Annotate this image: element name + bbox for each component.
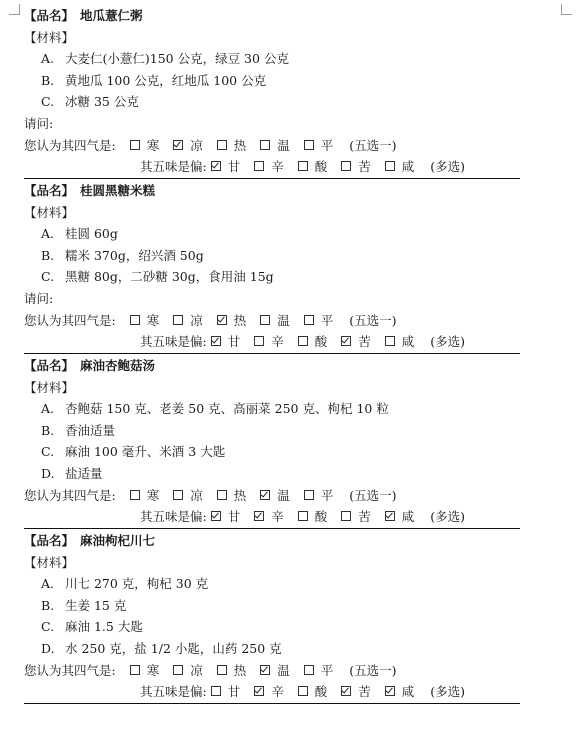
four-qi-option-label: 平 bbox=[320, 312, 334, 328]
five-flavors-option-label: 苦 bbox=[358, 334, 371, 350]
section-divider bbox=[24, 353, 520, 354]
four-qi-option[interactable] bbox=[130, 138, 160, 154]
four-qi-prompt: 您认为其四气是: bbox=[24, 662, 116, 678]
five-flavors-option[interactable] bbox=[385, 159, 415, 175]
five-flavors-option[interactable] bbox=[211, 159, 241, 175]
ingredient-text: 冰糖 35 公克 bbox=[65, 94, 139, 110]
four-qi-option[interactable] bbox=[130, 313, 160, 329]
four-qi-option-label: 平 bbox=[320, 662, 334, 678]
five-flavors-option[interactable] bbox=[341, 159, 371, 175]
ingredient-text: 杏鲍菇 150 克、老姜 50 克、高丽菜 250 克、枸杞 10 粒 bbox=[65, 401, 389, 417]
ingredient-letter: A. bbox=[41, 576, 55, 592]
checked-box-icon[interactable] bbox=[211, 161, 221, 171]
five-flavors-option[interactable] bbox=[211, 509, 241, 525]
checkbox-icon[interactable] bbox=[304, 140, 314, 150]
section-divider bbox=[24, 178, 520, 179]
five-flavors-option[interactable] bbox=[254, 509, 284, 525]
question-label bbox=[24, 291, 53, 309]
product-name-label: 【品名】 bbox=[24, 358, 75, 373]
four-qi-note: (五选一) bbox=[349, 662, 397, 678]
checked-box-icon[interactable] bbox=[211, 511, 221, 521]
checked-box-icon[interactable] bbox=[211, 336, 221, 346]
checkbox-icon[interactable] bbox=[385, 161, 395, 171]
ingredient-text: 麻油 1.5 大匙 bbox=[65, 619, 143, 635]
four-qi-question bbox=[24, 663, 397, 681]
four-qi-option-label: 寒 bbox=[146, 137, 160, 153]
checkbox-icon[interactable] bbox=[130, 140, 140, 150]
materials-label-text: 【材料】 bbox=[24, 204, 75, 220]
product-name: 麻油杏鲍菇汤 bbox=[80, 358, 156, 373]
five-flavors-option-label: 甘 bbox=[227, 684, 241, 700]
checkbox-icon[interactable] bbox=[173, 665, 183, 675]
checkbox-icon[interactable] bbox=[298, 511, 308, 521]
checked-box-icon[interactable] bbox=[385, 686, 395, 696]
recipe-title bbox=[24, 183, 155, 201]
ingredient-line bbox=[41, 576, 208, 594]
ingredient-letter: C. bbox=[41, 619, 55, 635]
product-name: 地瓜薏仁粥 bbox=[80, 8, 143, 23]
ingredient-letter: B. bbox=[41, 72, 55, 88]
ingredient-line bbox=[41, 598, 126, 616]
ingredient-line bbox=[41, 269, 274, 287]
ingredient-letter: D. bbox=[41, 641, 55, 656]
five-flavors-question bbox=[140, 509, 465, 527]
checked-box-icon[interactable] bbox=[217, 315, 227, 325]
page-corner-mark-left bbox=[9, 4, 20, 15]
ingredient-line bbox=[41, 444, 225, 462]
recipe-title bbox=[24, 533, 155, 551]
materials-label bbox=[24, 380, 74, 398]
ingredient-text: 麻油 100 毫升、米酒 3 大匙 bbox=[65, 444, 226, 460]
five-flavors-option[interactable] bbox=[341, 334, 371, 350]
checked-box-icon[interactable] bbox=[341, 336, 351, 346]
five-flavors-prompt: 其五味是偏: bbox=[140, 684, 207, 700]
checked-box-icon[interactable] bbox=[254, 686, 264, 696]
checkbox-icon[interactable] bbox=[217, 490, 227, 500]
product-name: 桂圆黑糖米糕 bbox=[80, 183, 156, 198]
materials-label-text: 【材料】 bbox=[24, 379, 75, 395]
four-qi-question bbox=[24, 138, 397, 156]
four-qi-option[interactable] bbox=[217, 488, 247, 504]
ingredient-line bbox=[41, 401, 389, 419]
five-flavors-option-label: 咸 bbox=[401, 684, 415, 700]
four-qi-prompt: 您认为其四气是: bbox=[24, 487, 116, 503]
checkbox-icon[interactable] bbox=[254, 161, 264, 171]
five-flavors-option-label: 酸 bbox=[314, 159, 328, 175]
five-flavors-option-label: 甘 bbox=[227, 159, 241, 175]
four-qi-option-label: 寒 bbox=[146, 487, 160, 503]
five-flavors-option-label: 咸 bbox=[401, 159, 415, 175]
checked-box-icon[interactable] bbox=[254, 511, 264, 521]
four-qi-option[interactable] bbox=[173, 663, 203, 679]
materials-label-text: 【材料】 bbox=[24, 29, 75, 45]
four-qi-option-label: 平 bbox=[320, 487, 334, 503]
five-flavors-option[interactable] bbox=[385, 334, 415, 350]
checkbox-icon[interactable] bbox=[341, 511, 351, 521]
five-flavors-note: (多选) bbox=[430, 159, 466, 175]
checkbox-icon[interactable] bbox=[130, 315, 140, 325]
checkbox-icon[interactable] bbox=[298, 686, 308, 696]
product-name-label: 【品名】 bbox=[24, 8, 75, 23]
ingredient-line bbox=[41, 466, 103, 484]
four-qi-option[interactable] bbox=[260, 313, 290, 329]
five-flavors-option-label: 辛 bbox=[271, 334, 284, 350]
five-flavors-option[interactable] bbox=[341, 684, 371, 700]
five-flavors-option-label: 甘 bbox=[227, 334, 241, 350]
checkbox-icon[interactable] bbox=[173, 490, 183, 500]
checkbox-icon[interactable] bbox=[173, 315, 183, 325]
ingredient-line bbox=[41, 226, 118, 244]
four-qi-option[interactable] bbox=[173, 313, 203, 329]
four-qi-option-label: 凉 bbox=[190, 312, 203, 328]
checked-box-icon[interactable] bbox=[260, 665, 270, 675]
ingredient-text: 川七 270 克，枸杞 30 克 bbox=[65, 576, 209, 592]
five-flavors-question bbox=[140, 334, 465, 352]
product-name-label: 【品名】 bbox=[24, 533, 75, 548]
four-qi-option-label: 平 bbox=[320, 137, 334, 153]
materials-label bbox=[24, 205, 74, 223]
five-flavors-option[interactable] bbox=[298, 684, 328, 700]
five-flavors-option[interactable] bbox=[254, 159, 284, 175]
checked-box-icon[interactable] bbox=[385, 511, 395, 521]
ingredient-letter: B. bbox=[41, 597, 55, 613]
five-flavors-option-label: 辛 bbox=[271, 509, 284, 525]
ingredient-letter: B. bbox=[41, 247, 55, 263]
ingredient-letter: C. bbox=[41, 94, 55, 110]
five-flavors-prompt: 其五味是偏: bbox=[140, 159, 207, 175]
four-qi-option-label: 寒 bbox=[146, 662, 160, 678]
ingredient-letter: C. bbox=[41, 444, 55, 460]
four-qi-option-label: 凉 bbox=[190, 137, 203, 153]
checkbox-icon[interactable] bbox=[298, 161, 308, 171]
four-qi-note: (五选一) bbox=[349, 487, 397, 503]
checked-box-icon[interactable] bbox=[341, 686, 351, 696]
checkbox-icon[interactable] bbox=[385, 336, 395, 346]
five-flavors-question bbox=[140, 159, 465, 177]
five-flavors-option[interactable] bbox=[298, 334, 328, 350]
four-qi-option-label: 热 bbox=[233, 312, 247, 328]
four-qi-option-label: 热 bbox=[233, 487, 247, 503]
five-flavors-option[interactable] bbox=[254, 334, 284, 350]
five-flavors-option-label: 酸 bbox=[314, 509, 328, 525]
five-flavors-option-label: 苦 bbox=[358, 509, 371, 525]
ingredient-text: 香油适量 bbox=[65, 422, 116, 438]
four-qi-prompt: 您认为其四气是: bbox=[24, 137, 116, 153]
checked-box-icon[interactable] bbox=[260, 490, 270, 500]
four-qi-option-label: 温 bbox=[277, 312, 290, 328]
four-qi-option[interactable] bbox=[217, 663, 247, 679]
checkbox-icon[interactable] bbox=[341, 161, 351, 171]
ingredient-letter: D. bbox=[41, 466, 55, 481]
ingredient-line bbox=[41, 248, 204, 266]
ingredient-line bbox=[41, 94, 139, 112]
ingredient-line bbox=[41, 423, 115, 441]
four-qi-option-label: 温 bbox=[277, 662, 290, 678]
ingredient-text: 糯米 370g，绍兴酒 50g bbox=[65, 247, 204, 263]
ingredient-letter: A. bbox=[41, 226, 55, 242]
five-flavors-option-label: 辛 bbox=[271, 159, 284, 175]
checkbox-icon[interactable] bbox=[304, 315, 314, 325]
ingredient-text: 黑糖 80g，二砂糖 30g，食用油 15g bbox=[65, 269, 274, 285]
checkbox-icon[interactable] bbox=[217, 140, 227, 150]
recipe-title bbox=[24, 358, 155, 376]
five-flavors-option-label: 咸 bbox=[401, 334, 415, 350]
five-flavors-option[interactable] bbox=[341, 509, 371, 525]
ingredient-text: 大麦仁(小薏仁)150 公克，绿豆 30 公克 bbox=[65, 51, 289, 67]
ingredient-letter: C. bbox=[41, 269, 55, 285]
four-qi-option[interactable] bbox=[304, 138, 334, 154]
checkbox-icon[interactable] bbox=[211, 686, 221, 696]
five-flavors-option[interactable] bbox=[385, 509, 415, 525]
four-qi-option[interactable] bbox=[304, 313, 334, 329]
checkbox-icon[interactable] bbox=[304, 490, 314, 500]
five-flavors-note: (多选) bbox=[430, 334, 466, 350]
question-label bbox=[24, 116, 53, 134]
question-label-text: 请问: bbox=[24, 116, 54, 131]
four-qi-option-label: 热 bbox=[233, 137, 247, 153]
five-flavors-option[interactable] bbox=[211, 334, 241, 350]
four-qi-option-label: 温 bbox=[277, 487, 290, 503]
ingredient-line bbox=[41, 619, 143, 637]
five-flavors-option-label: 辛 bbox=[271, 684, 284, 700]
four-qi-option-label: 热 bbox=[233, 662, 247, 678]
five-flavors-option-label: 甘 bbox=[227, 509, 241, 525]
four-qi-option[interactable] bbox=[304, 663, 334, 679]
materials-label bbox=[24, 555, 74, 573]
checkbox-icon[interactable] bbox=[130, 490, 140, 500]
four-qi-option[interactable] bbox=[217, 138, 247, 154]
five-flavors-option[interactable] bbox=[298, 509, 328, 525]
four-qi-option[interactable] bbox=[217, 313, 247, 329]
ingredient-text: 盐适量 bbox=[65, 466, 103, 481]
five-flavors-prompt: 其五味是偏: bbox=[140, 334, 207, 350]
five-flavors-option[interactable] bbox=[298, 159, 328, 175]
four-qi-option-label: 温 bbox=[277, 137, 290, 153]
product-name: 麻油枸杞川七 bbox=[80, 533, 156, 548]
five-flavors-option[interactable] bbox=[254, 684, 284, 700]
ingredient-line bbox=[41, 641, 282, 659]
ingredient-text: 桂圆 60g bbox=[65, 226, 118, 242]
ingredient-line bbox=[41, 73, 266, 91]
checkbox-icon[interactable] bbox=[260, 140, 270, 150]
five-flavors-note: (多选) bbox=[430, 509, 466, 525]
product-name-label: 【品名】 bbox=[24, 183, 75, 198]
five-flavors-option-label: 苦 bbox=[358, 159, 371, 175]
recipe-title bbox=[24, 8, 143, 26]
five-flavors-option-label: 酸 bbox=[314, 684, 328, 700]
four-qi-prompt: 您认为其四气是: bbox=[24, 312, 116, 328]
four-qi-option[interactable] bbox=[130, 488, 160, 504]
four-qi-question bbox=[24, 488, 397, 506]
four-qi-option[interactable] bbox=[260, 488, 290, 504]
four-qi-option-label: 凉 bbox=[190, 662, 203, 678]
five-flavors-option[interactable] bbox=[385, 684, 415, 700]
five-flavors-prompt: 其五味是偏: bbox=[140, 509, 207, 525]
materials-label bbox=[24, 30, 74, 48]
section-divider bbox=[24, 703, 520, 704]
ingredient-line bbox=[41, 51, 289, 69]
checkbox-icon[interactable] bbox=[254, 336, 264, 346]
four-qi-option[interactable] bbox=[304, 488, 334, 504]
ingredient-text: 生姜 15 克 bbox=[65, 597, 127, 613]
ingredient-letter: A. bbox=[41, 51, 55, 67]
four-qi-option-label: 凉 bbox=[190, 487, 203, 503]
five-flavors-option-label: 苦 bbox=[358, 684, 371, 700]
four-qi-option[interactable] bbox=[130, 663, 160, 679]
five-flavors-option[interactable] bbox=[211, 684, 241, 700]
four-qi-question bbox=[24, 313, 397, 331]
five-flavors-note: (多选) bbox=[430, 684, 466, 700]
ingredient-text: 水 250 克，盐 1/2 小匙，山药 250 克 bbox=[65, 641, 282, 656]
four-qi-note: (五选一) bbox=[349, 137, 397, 153]
four-qi-option[interactable] bbox=[260, 663, 290, 679]
page-corner-mark-right bbox=[561, 4, 572, 15]
five-flavors-option-label: 酸 bbox=[314, 334, 328, 350]
five-flavors-question bbox=[140, 684, 465, 702]
ingredient-letter: B. bbox=[41, 422, 55, 438]
ingredient-letter: A. bbox=[41, 401, 55, 417]
checkbox-icon[interactable] bbox=[298, 336, 308, 346]
four-qi-note: (五选一) bbox=[349, 312, 397, 328]
four-qi-option[interactable] bbox=[173, 488, 203, 504]
checkbox-icon[interactable] bbox=[217, 665, 227, 675]
section-divider bbox=[24, 528, 520, 529]
materials-label-text: 【材料】 bbox=[24, 554, 75, 570]
ingredient-text: 黄地瓜 100 公克，红地瓜 100 公克 bbox=[65, 72, 267, 88]
checkbox-icon[interactable] bbox=[304, 665, 314, 675]
four-qi-option[interactable] bbox=[260, 138, 290, 154]
checked-box-icon[interactable] bbox=[173, 140, 183, 150]
checkbox-icon[interactable] bbox=[130, 665, 140, 675]
question-label-text: 请问: bbox=[24, 291, 54, 306]
four-qi-option[interactable] bbox=[173, 138, 203, 154]
five-flavors-option-label: 咸 bbox=[401, 509, 415, 525]
checkbox-icon[interactable] bbox=[260, 315, 270, 325]
four-qi-option-label: 寒 bbox=[146, 312, 160, 328]
